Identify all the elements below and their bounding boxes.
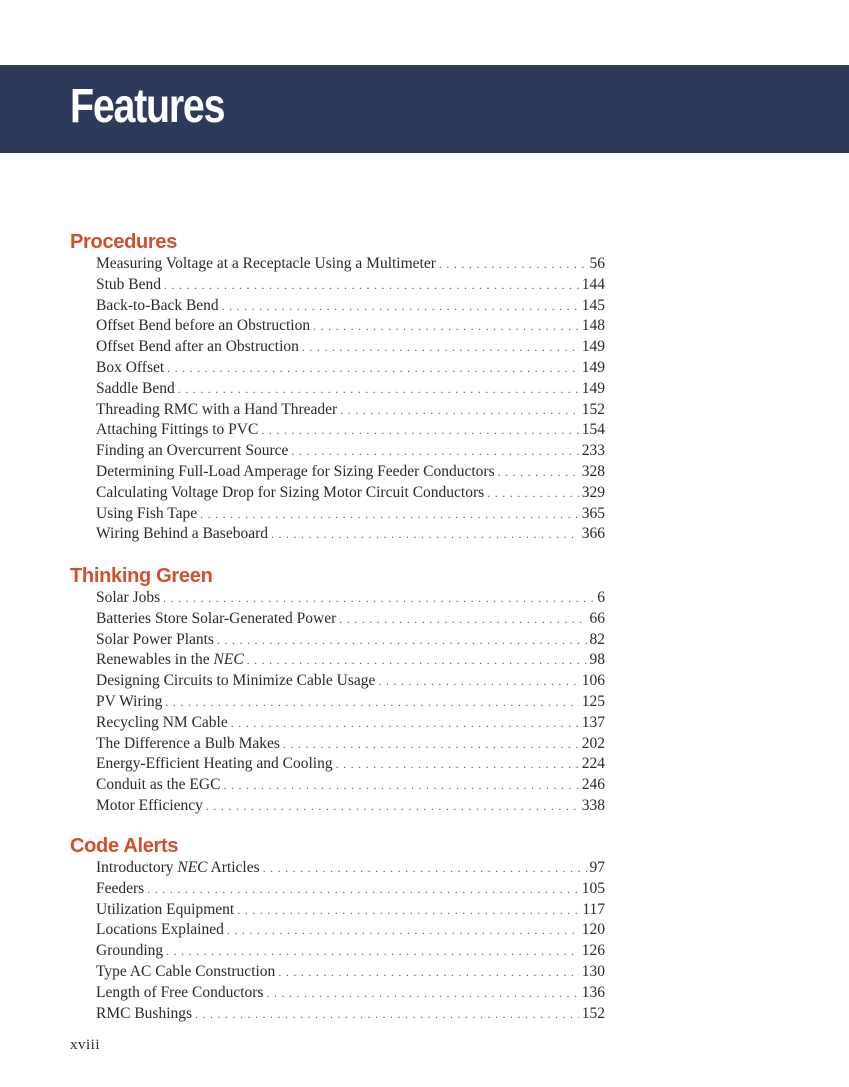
toc-entry[interactable] (70, 504, 605, 525)
entry-page-number: 126 (581, 942, 605, 960)
toc-entry[interactable] (70, 316, 605, 337)
entry-title-text: Offset Bend before an Obstruction (96, 317, 311, 335)
dot-leader (206, 796, 579, 817)
dot-leader (313, 316, 579, 337)
dot-leader (302, 337, 579, 358)
entry-title-text: Calculating Voltage Drop for Sizing Motor Circuit Conductors (96, 483, 485, 501)
entry-title (96, 920, 224, 941)
dot-leader (339, 609, 586, 630)
entry-title-text: The Difference a Bulb Makes (96, 734, 280, 752)
entry-title-text: Solar Jobs (96, 589, 161, 606)
entry-page-number: 117 (582, 900, 605, 918)
entry-title (96, 337, 299, 358)
entry-title-text: Introductory (96, 859, 178, 876)
entry-title-text: Articles (207, 859, 260, 876)
dot-leader (266, 983, 578, 1004)
entry-title (96, 775, 220, 796)
entry-title-text: Attaching Fittings to PVC (96, 421, 259, 439)
entry-title (96, 983, 263, 1004)
toc-entry[interactable] (70, 609, 605, 630)
toc-entry[interactable] (70, 588, 605, 609)
toc-entry[interactable] (70, 650, 605, 671)
section-code-alerts (70, 834, 605, 1024)
entry-title-text: Measuring Voltage at a Receptacle Using a Multimeter (96, 255, 436, 272)
entry-title (96, 483, 484, 504)
entry-title (96, 941, 163, 962)
section-thinking-green (70, 564, 605, 817)
toc-entry[interactable] (70, 337, 605, 358)
section-procedures (70, 230, 605, 545)
toc-entry[interactable] (70, 420, 605, 441)
toc-entry[interactable] (70, 713, 605, 734)
dot-leader (271, 524, 579, 545)
toc-entry[interactable] (70, 734, 605, 755)
toc-entry[interactable] (70, 379, 605, 400)
dot-leader (195, 1004, 579, 1025)
entry-page-number: 130 (581, 962, 605, 980)
entry-title (96, 879, 144, 900)
dot-leader (263, 858, 587, 879)
dot-leader (378, 671, 578, 692)
entry-page-number: 137 (581, 713, 605, 731)
dot-leader (217, 630, 587, 651)
entry-page-number: 202 (581, 734, 605, 752)
entry-page-number: 6 (597, 589, 605, 606)
entry-title (96, 734, 280, 755)
entry-title-text: Threading RMC with a Hand Threader (96, 400, 338, 418)
entry-page-number: 148 (581, 317, 605, 335)
entry-title-text: Wiring Behind a Baseboard (96, 525, 268, 543)
section-heading: Thinking Green (70, 565, 213, 587)
dot-leader (147, 879, 579, 900)
entry-title-text: RMC Bushings (96, 1004, 193, 1022)
entry-page-number: 149 (581, 379, 605, 397)
entry-title-text: Finding an Overcurrent Source (96, 442, 289, 460)
toc-entry[interactable] (70, 296, 605, 317)
toc-entry[interactable] (70, 483, 605, 504)
entry-title (96, 275, 161, 296)
entry-page-number: 328 (581, 462, 605, 480)
entry-title (96, 400, 337, 421)
entry-page-number: 154 (581, 421, 605, 439)
dot-leader (487, 483, 579, 504)
entry-title-text: Energy-Efficient Heating and Cooling (96, 755, 333, 773)
dot-leader (498, 462, 579, 483)
entry-title-text: Batteries Store Solar-Generated Power (96, 609, 337, 627)
entry-page-number: 56 (589, 255, 605, 272)
entry-title-text: Recycling NM Cable (96, 713, 228, 731)
entry-title (96, 650, 244, 671)
entry-title-text: Length of Free Conductors (96, 983, 264, 1001)
entry-title-text: Using Fish Tape (96, 504, 198, 522)
entry-page-number: 98 (589, 651, 605, 669)
dot-leader (167, 358, 579, 379)
dot-leader (340, 400, 579, 421)
entry-page-number: 149 (581, 358, 605, 376)
entry-title-text: Back-to-Back Bend (96, 296, 219, 314)
dot-leader (227, 920, 579, 941)
toc-entry[interactable] (70, 775, 605, 796)
entry-title (96, 441, 288, 462)
dot-leader (165, 692, 578, 713)
dot-leader (247, 650, 587, 671)
dot-leader (291, 441, 578, 462)
entry-page-number: 66 (589, 609, 605, 627)
dot-leader (166, 941, 579, 962)
entry-page-number: 136 (581, 983, 605, 1001)
entry-title (96, 420, 258, 441)
entry-title (96, 358, 164, 379)
entry-title-italic: NEC (213, 651, 244, 669)
dot-leader (261, 420, 578, 441)
entry-title (96, 254, 436, 275)
entry-title-text: Determining Full-Load Amperage for Sizing Feeder Conductors (96, 462, 495, 480)
entry-title (96, 858, 260, 879)
dot-leader (439, 254, 587, 275)
toc-entry[interactable] (70, 1004, 605, 1025)
toc-entry[interactable] (70, 275, 605, 296)
toc-entry[interactable] (70, 358, 605, 379)
entry-title-text: Conduit as the EGC (96, 776, 221, 794)
entry-title (96, 630, 214, 651)
toc-entry[interactable] (70, 441, 605, 462)
toc-entry[interactable] (70, 941, 605, 962)
entry-page-number: 149 (581, 338, 605, 356)
toc-entry[interactable] (70, 858, 605, 879)
entry-title (96, 1004, 192, 1025)
header-banner (0, 65, 849, 153)
entry-title-text: Type AC Cable Construction (96, 962, 276, 980)
entry-title-text: Grounding (96, 942, 164, 960)
toc-entry[interactable] (70, 462, 605, 483)
entry-page-number: 224 (581, 755, 605, 773)
section-heading: Code Alerts (70, 835, 179, 857)
entry-page-number: 120 (581, 921, 605, 939)
page-number: xviii (70, 1037, 101, 1053)
entry-page-number: 338 (581, 796, 605, 814)
entry-title (96, 713, 228, 734)
entry-title-text: Designing Circuits to Minimize Cable Usage (96, 672, 376, 690)
entry-title-text: Motor Efficiency (96, 796, 203, 814)
entry-page-number: 246 (581, 776, 605, 794)
entry-page-number: 144 (581, 275, 605, 293)
entry-title (96, 692, 162, 713)
toc-entry[interactable] (70, 400, 605, 421)
entry-page-number: 82 (589, 630, 605, 648)
entry-title-text: Utilization Equipment (96, 900, 235, 918)
dot-leader (231, 713, 579, 734)
toc-entry[interactable] (70, 671, 605, 692)
entry-title-text: Saddle Bend (96, 379, 175, 397)
entry-page-number: 97 (589, 859, 605, 876)
entry-title-italic: NEC (177, 859, 208, 876)
entry-page-number: 329 (581, 483, 605, 501)
page-title: Features (70, 80, 225, 133)
entry-page-number: 125 (581, 692, 605, 710)
entry-page-number: 152 (581, 1004, 605, 1022)
entry-title (96, 379, 175, 400)
entry-page-number: 152 (581, 400, 605, 418)
entry-page-number: 105 (581, 879, 605, 897)
entry-title-text: Solar Power Plants (96, 630, 214, 648)
entry-title (96, 671, 375, 692)
entry-title-text: Stub Bend (96, 275, 162, 293)
entry-title (96, 962, 275, 983)
entry-title-text: Offset Bend after an Obstruction (96, 338, 299, 356)
dot-leader (164, 275, 579, 296)
entry-title-text: PV Wiring (96, 692, 163, 710)
toc-entry[interactable] (70, 254, 605, 275)
entry-page-number: 233 (581, 442, 605, 460)
entry-title (96, 316, 310, 337)
toc-entry[interactable] (70, 630, 605, 651)
toc-entry[interactable] (70, 692, 605, 713)
toc-entry[interactable] (70, 754, 605, 775)
entry-page-number: 365 (581, 504, 605, 522)
entry-title-text: Locations Explained (96, 921, 224, 939)
section-heading: Procedures (70, 231, 178, 253)
dot-leader (223, 775, 578, 796)
entry-title (96, 462, 495, 483)
entry-title-text: Feeders (96, 879, 145, 897)
entry-page-number: 106 (581, 672, 605, 690)
toc-entry[interactable] (70, 983, 605, 1004)
toc-entry[interactable] (70, 920, 605, 941)
entry-title (96, 296, 219, 317)
entry-title (96, 900, 234, 921)
entry-title (96, 524, 268, 545)
entry-title (96, 796, 203, 817)
dot-leader (222, 296, 579, 317)
dot-leader (283, 734, 579, 755)
dot-leader (163, 588, 594, 609)
entry-page-number: 366 (581, 525, 605, 543)
dot-leader (200, 504, 579, 525)
toc-entry[interactable] (70, 900, 605, 921)
entry-title-text: Renewables in the (96, 651, 214, 669)
toc-entry[interactable] (70, 524, 605, 545)
dot-leader (237, 900, 579, 921)
entry-page-number: 145 (581, 296, 605, 314)
entry-title (96, 754, 333, 775)
entry-title (96, 588, 160, 609)
dot-leader (336, 754, 579, 775)
toc-entry[interactable] (70, 796, 605, 817)
entry-title (96, 504, 197, 525)
dot-leader (178, 379, 579, 400)
entry-title (96, 609, 336, 630)
toc-entry[interactable] (70, 879, 605, 900)
toc-entry[interactable] (70, 962, 605, 983)
entry-title-text: Box Offset (96, 358, 165, 376)
dot-leader (278, 962, 578, 983)
